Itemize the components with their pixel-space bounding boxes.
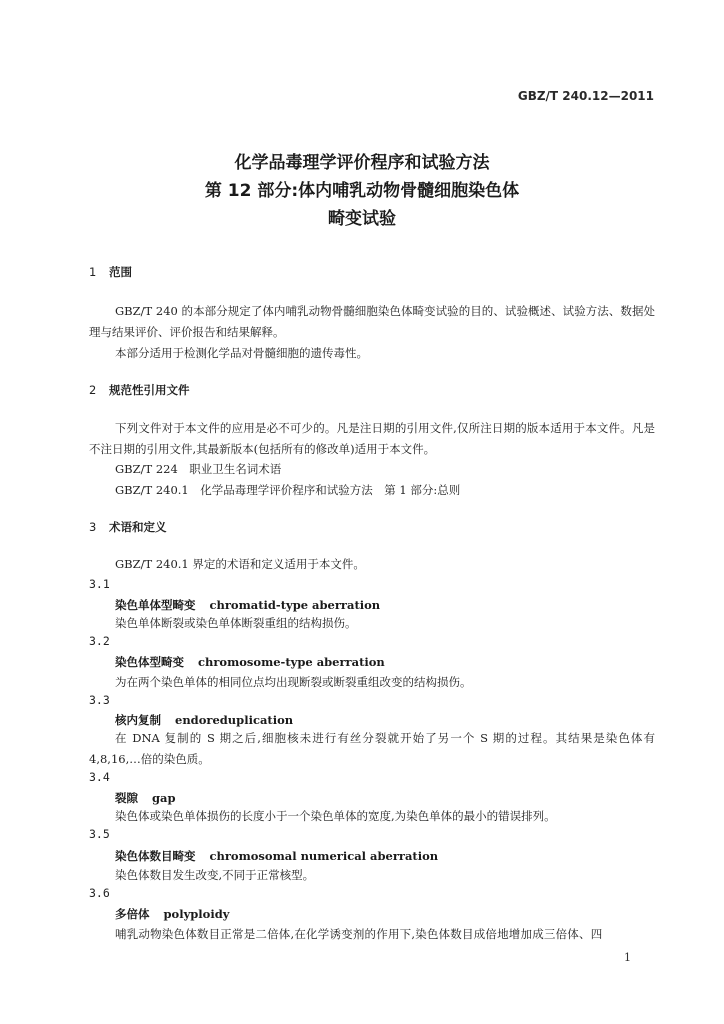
section-2-paragraph-1: 下列文件对于本文件的应用是必不可少的。凡是注日期的引用文件,仅所注日期的版本适用于本文件。凡是不注日期的引用文件,其最新版本(包括所有的修改单)适用于本文件。 bbox=[89, 421, 655, 456]
term-en: chromatid-type aberration bbox=[209, 598, 381, 612]
term-en: gap bbox=[152, 791, 176, 805]
title-line-3: 畸变试验 bbox=[328, 209, 396, 229]
term-definition: 染色单体断裂或染色单体断裂重组的结构损伤。 bbox=[115, 616, 357, 630]
term-zh: 染色体型畸变 bbox=[115, 655, 184, 669]
term-zh: 染色单体型畸变 bbox=[115, 598, 196, 612]
term-en: chromosomal numerical aberration bbox=[209, 849, 439, 863]
section-title: 规范性引用文件 bbox=[109, 383, 190, 397]
section-3-intro: GBZ/T 240.1 界定的术语和定义适用于本文件。 bbox=[115, 557, 365, 571]
title-line-2: 第 12 部分:体内哺乳动物骨髓细胞染色体 bbox=[204, 181, 520, 201]
term-zh: 染色体数目畸变 bbox=[115, 849, 196, 863]
section-number: 2 bbox=[89, 383, 97, 397]
term-zh: 核内复制 bbox=[115, 713, 161, 727]
title-line-1: 化学品毒理学评价程序和试验方法 bbox=[234, 153, 490, 173]
section-number: 3 bbox=[89, 520, 97, 534]
section-number: 1 bbox=[89, 265, 97, 279]
term-definition: 染色体数目发生改变,不同于正常核型。 bbox=[115, 868, 315, 882]
term-en: polyploidy bbox=[163, 907, 230, 921]
term-entry bbox=[115, 712, 293, 728]
section-1-paragraph-1: GBZ/T 240 的本部分规定了体内哺乳动物骨髓细胞染色体畸变试验的目的、试验概述、试验方法、数据处理与结果评价、评价报告和结果解释。 bbox=[89, 304, 655, 339]
term-definition: 在 DNA 复制的 S 期之后,细胞核未进行有丝分裂就开始了另一个 S 期的过程。其结果是染色体有 4,8,16,…倍的染色质。 bbox=[89, 731, 655, 766]
term-entry bbox=[115, 906, 229, 922]
term-definition: 哺乳动物染色体数目正常是二倍体,在化学诱变剂的作用下,染色体数目成倍地增加成三倍体、四 bbox=[115, 927, 603, 941]
term-zh: 多倍体 bbox=[115, 907, 150, 921]
term-entry bbox=[115, 597, 380, 613]
standard-code: GBZ/T 240.12—2011 bbox=[517, 89, 654, 103]
clause-number: 3.1 bbox=[89, 577, 110, 591]
reference-item: GBZ/T 240.1 化学品毒理学评价程序和试验方法 第 1 部分:总则 bbox=[115, 483, 461, 497]
page-number: 1 bbox=[624, 951, 631, 964]
term-zh: 裂隙 bbox=[115, 791, 138, 805]
section-title: 术语和定义 bbox=[109, 520, 167, 534]
term-en: endoreduplication bbox=[175, 713, 294, 727]
section-title: 范围 bbox=[109, 265, 132, 279]
clause-number: 3.2 bbox=[89, 634, 110, 648]
clause-number: 3.4 bbox=[89, 770, 110, 784]
term-entry bbox=[115, 654, 385, 670]
term-en: chromosome-type aberration bbox=[198, 655, 385, 669]
clause-number: 3.5 bbox=[89, 827, 110, 841]
section-2-heading bbox=[89, 382, 190, 398]
reference-item: GBZ/T 224 职业卫生名词术语 bbox=[115, 462, 282, 476]
term-definition: 为在两个染色单体的相同位点均出现断裂或断裂重组改变的结构损伤。 bbox=[115, 675, 472, 689]
term-definition: 染色体或染色单体损伤的长度小于一个染色单体的宽度,为染色单体的最小的错误排列。 bbox=[115, 809, 556, 823]
clause-number: 3.6 bbox=[89, 886, 110, 900]
section-1-paragraph-2: 本部分适用于检测化学品对骨髓细胞的遗传毒性。 bbox=[115, 346, 368, 360]
section-3-heading bbox=[89, 519, 167, 535]
section-1-heading bbox=[89, 264, 132, 280]
term-entry bbox=[115, 848, 438, 864]
term-entry bbox=[115, 790, 176, 806]
clause-number: 3.3 bbox=[89, 693, 110, 707]
